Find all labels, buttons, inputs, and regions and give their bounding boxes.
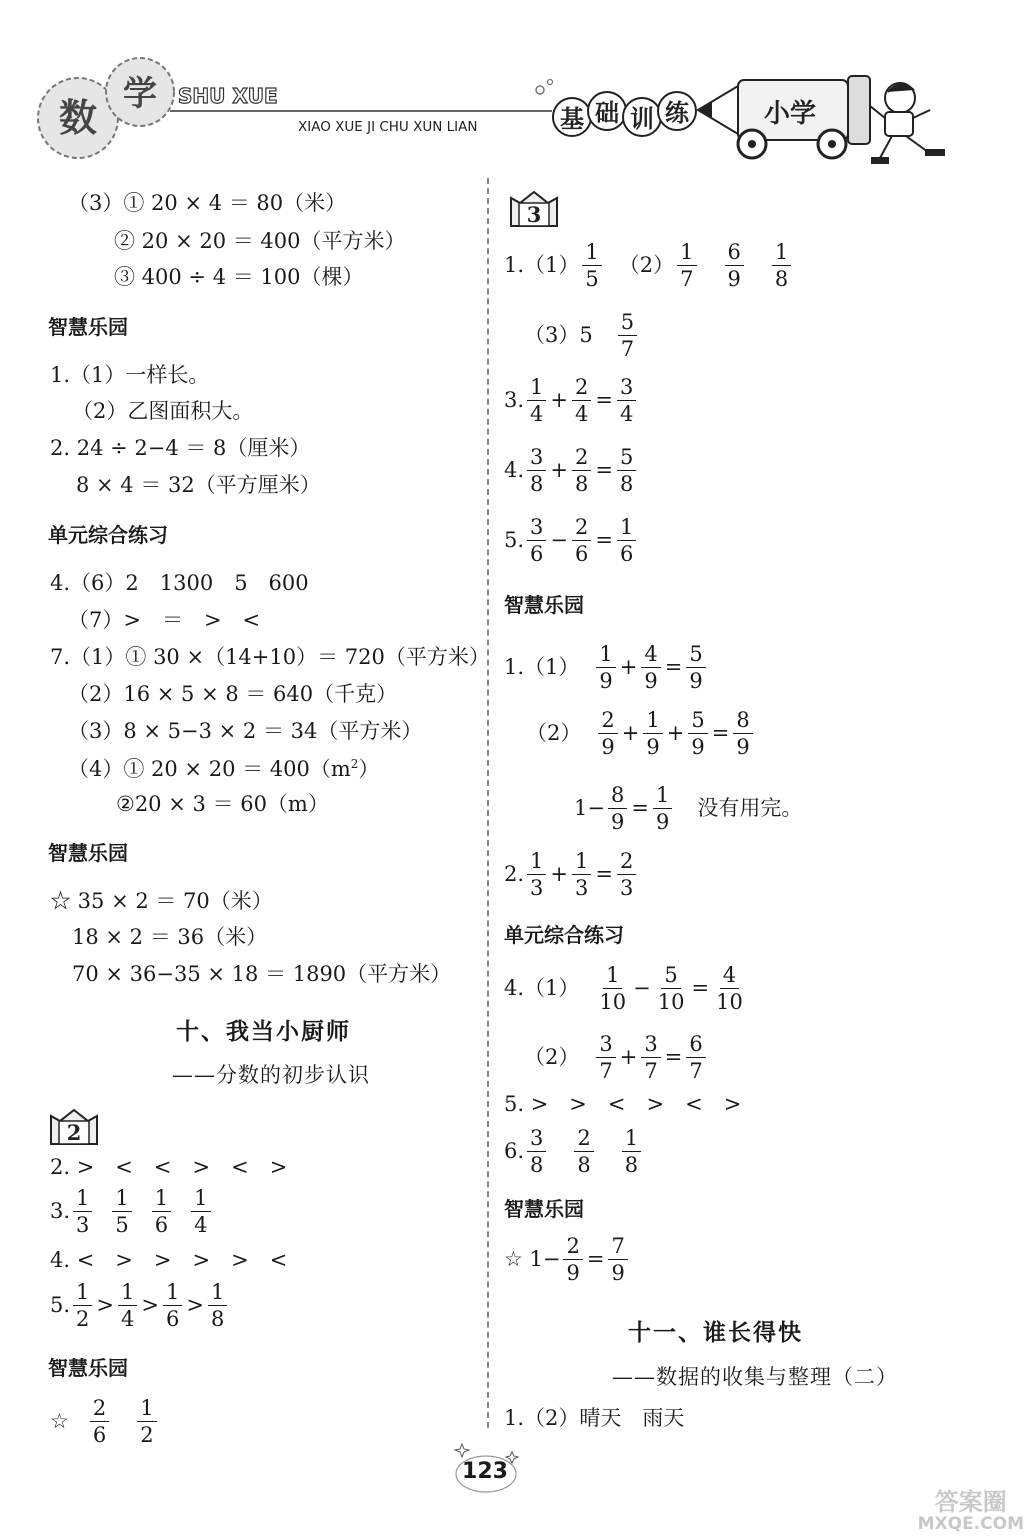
fraction: $\frac{5}{8}$ [617, 446, 636, 495]
unit-title: 十一、谁长得快 [628, 1320, 803, 1346]
answer-line: 4. $\frac{3}{8}$ + $\frac{2}{8}$ = $\frac{5}{8}$ [504, 446, 639, 495]
fraction: $\frac{1}{3}$ [572, 850, 591, 899]
unit-subtitle: ——分数的初步认识 [172, 1063, 370, 1087]
fraction: $\frac{1}{8}$ [208, 1281, 227, 1330]
answer-line: 7.（1）① 30 ×（14+10）＝ 720（平方米） [50, 645, 490, 669]
crown-badge-icon [48, 1107, 100, 1147]
fraction: $\frac{1}{3}$ [73, 1187, 92, 1236]
answer-line: 3. $\frac{1}{3}$ $\frac{1}{5}$ $\frac{1}{6}$ $\frac{1}{4}$ [50, 1187, 214, 1236]
answer-line: （3）8 × 5−3 × 2 ＝ 34（平方米） [68, 719, 423, 743]
page-header [0, 0, 1028, 175]
fraction: $\frac{1}{10}$ [599, 963, 627, 1015]
fraction: $\frac{5}{9}$ [688, 709, 707, 758]
fraction: $\frac{1}{6}$ [152, 1187, 171, 1236]
fraction: $\frac{3}{8}$ [527, 446, 546, 495]
fraction: $\frac{1}{9}$ [596, 643, 615, 692]
fraction: $\frac{1}{6}$ [617, 516, 636, 565]
fraction: $\frac{3}{8}$ [527, 1127, 546, 1176]
unit-title: 十、我当小厨师 [176, 1019, 351, 1045]
fraction: $\frac{1}{2}$ [73, 1281, 92, 1330]
fraction: $\frac{1}{9}$ [653, 784, 672, 833]
fraction: $\frac{8}{9}$ [733, 709, 752, 758]
fraction: $\frac{6}{9}$ [725, 241, 744, 290]
fraction: $\frac{2}{4}$ [572, 376, 591, 425]
answer-line: ② 20 × 20 ＝ 400（平方米） [114, 229, 406, 253]
section-heading: 智慧乐园 [48, 841, 128, 865]
answer-line: 4.（6）2 1300 5 600 [50, 571, 309, 595]
answer-line: 1.（1） $\frac{1}{5}$ （2） $\frac{1}{7}$ $\frac{6}{9}$ $\frac{1}{8}$ [504, 241, 794, 290]
fraction: $\frac{1}{9}$ [643, 709, 662, 758]
watermark-logo: 答案圈 MXQE.COM [917, 1487, 1024, 1535]
answer-line: 1.（1）一样长。 [50, 363, 210, 387]
fraction: $\frac{2}{6}$ [90, 1397, 109, 1446]
fraction: $\frac{2}{3}$ [617, 850, 636, 899]
fraction: $\frac{1}{8}$ [622, 1127, 641, 1176]
fraction: $\frac{5}{7}$ [618, 311, 637, 360]
answer-line: ☆ 1− $\frac{2}{9}$ = $\frac{7}{9}$ [504, 1235, 631, 1284]
fraction: $\frac{1}{2}$ [137, 1397, 156, 1446]
grade-label: 小学 [763, 99, 817, 129]
svg-text:基: 基 [560, 105, 584, 133]
answer-line: （4）① $20 \times 20 = 400(m^2)$ [68, 757, 380, 781]
answer-line: ②20 × 3 ＝ 60（m） [116, 792, 329, 816]
svg-text:3: 3 [526, 202, 542, 227]
subject-medallion-2 [106, 58, 174, 126]
answer-line: 18 × 2 ＝ 36（米） [72, 925, 268, 949]
fraction: $\frac{5}{10}$ [657, 963, 685, 1015]
fraction: $\frac{5}{9}$ [686, 643, 705, 692]
answer-line: ③ 400 ÷ 4 ＝ 100（棵） [114, 265, 364, 289]
fraction: $\frac{1}{4}$ [118, 1281, 137, 1330]
fraction: $\frac{4}{10}$ [716, 963, 743, 1015]
pencil-cart-icon [698, 76, 870, 158]
answer-line: （2）乙图面积大。 [72, 399, 254, 423]
section-heading: 智慧乐园 [504, 593, 584, 617]
answer-line: 5. > > < > < > [504, 1092, 742, 1116]
answer-line: 1.（1） $\frac{1}{9}$ + $\frac{4}{9}$ = $\frac{5}{9}$ [504, 643, 709, 692]
fraction: $\frac{1}{4}$ [527, 376, 546, 425]
cartoon-kid-icon [870, 83, 944, 163]
section-heading: 智慧乐园 [48, 315, 128, 339]
fraction: $\frac{2}{6}$ [572, 516, 591, 565]
series-title [553, 92, 696, 136]
exercise-badge [508, 189, 560, 234]
fraction: $\frac{3}{4}$ [617, 376, 636, 425]
subject-char-1: 数 [58, 95, 98, 140]
fraction: $\frac{2}{9}$ [598, 709, 617, 758]
series-pinyin: XIAO XUE JI CHU XUN LIAN [298, 119, 478, 135]
crown-badge-icon [508, 189, 560, 229]
exercise-badge [48, 1107, 100, 1152]
section-heading: 单元综合练习 [504, 923, 624, 947]
fraction: $\frac{1}{5}$ [582, 241, 601, 290]
svg-text:础: 础 [595, 99, 619, 127]
svg-text:练: 练 [665, 99, 689, 127]
answer-line: 2. 24 ÷ 2−4 ＝ 8（厘米） [50, 436, 311, 460]
fraction: $\frac{1}{8}$ [772, 241, 791, 290]
section-heading: 智慧乐园 [504, 1197, 584, 1221]
answer-line: 5. $\frac{1}{2}$ > $\frac{1}{4}$ > $\frac{1}{6}$ > $\frac{1}{8}$ [50, 1281, 230, 1330]
svg-text:2: 2 [66, 1120, 82, 1145]
answer-line: 4. < > > > > < [50, 1248, 288, 1272]
answer-line: 5. $\frac{3}{6}$ − $\frac{2}{6}$ = $\frac{1}{6}$ [504, 516, 639, 565]
fraction: $\frac{7}{9}$ [608, 1235, 627, 1284]
fraction: $\frac{1}{7}$ [677, 241, 696, 290]
fraction: $\frac{1}{4}$ [191, 1187, 210, 1236]
svg-text:训: 训 [630, 105, 654, 133]
fraction: $\frac{8}{9}$ [608, 784, 627, 833]
answer-line: 3. $\frac{1}{4}$ + $\frac{2}{4}$ = $\frac{3}{4}$ [504, 376, 639, 425]
answer-line: （3）5 $\frac{5}{7}$ [524, 311, 640, 360]
header-banner [0, 0, 1028, 175]
fraction: $\frac{3}{7}$ [596, 1033, 615, 1082]
answer-line: （7）> ＝ > < [68, 608, 261, 632]
section-heading: 单元综合练习 [48, 523, 168, 547]
answer-line: （2） $\frac{3}{7}$ + $\frac{3}{7}$ = $\frac{6}{7}$ [524, 1033, 709, 1082]
fraction: $\frac{3}{6}$ [527, 516, 546, 565]
column-divider [487, 178, 489, 1428]
answer-line: 6. $\frac{3}{8}$ $\frac{2}{8}$ $\frac{1}{8}$ [504, 1127, 644, 1176]
fraction: $\frac{2}{8}$ [574, 1127, 593, 1176]
answer-line: （2）16 × 5 × 8 ＝ 640（千克） [68, 682, 398, 706]
subject-pinyin: SHU XUE [178, 84, 278, 108]
answer-line: 2. $\frac{1}{3}$ + $\frac{1}{3}$ = $\frac{2}{3}$ [504, 850, 639, 899]
answer-line: 70 × 36−35 × 18 ＝ 1890（平方米） [72, 962, 452, 986]
answer-line: （2） $\frac{2}{9}$ + $\frac{1}{9}$ + $\frac{5}{9}$ = $\frac{8}{9}$ [526, 709, 756, 758]
subject-char-2: 学 [123, 74, 157, 114]
answer-line: 1.（2）晴天 雨天 [504, 1406, 685, 1430]
fraction: $\frac{1}{5}$ [112, 1187, 131, 1236]
unit-subtitle: ——数据的收集与整理（二） [612, 1365, 898, 1389]
answer-line: 2. > < < > < > [50, 1155, 288, 1179]
fraction: $\frac{1}{6}$ [163, 1281, 182, 1330]
page-number: 123 [462, 1459, 508, 1484]
answer-line: ☆ $\frac{2}{6}$ $\frac{1}{2}$ [50, 1397, 160, 1446]
answer-line: 4.（1） $\frac{1}{10}$ − $\frac{5}{10}$ = $\frac{4}{10}$ [504, 964, 749, 1013]
section-heading: 智慧乐园 [48, 1356, 128, 1380]
answer-line: 1− $\frac{8}{9}$ = $\frac{1}{9}$ 没有用完。 [574, 783, 803, 835]
fraction: $\frac{1}{3}$ [527, 850, 546, 899]
answer-line: （3）① 20 × 4 ＝ 80（米） [68, 191, 347, 215]
answer-line: ☆ 35 × 2 ＝ 70（米） [50, 889, 273, 913]
fraction: $\frac{4}{9}$ [641, 643, 660, 692]
fraction: $\frac{2}{8}$ [572, 446, 591, 495]
fraction: $\frac{6}{7}$ [686, 1033, 705, 1082]
answer-line: 8 × 4 ＝ 32（平方厘米） [76, 473, 321, 497]
fraction: $\frac{2}{9}$ [563, 1235, 582, 1284]
fraction: $\frac{3}{7}$ [641, 1033, 660, 1082]
